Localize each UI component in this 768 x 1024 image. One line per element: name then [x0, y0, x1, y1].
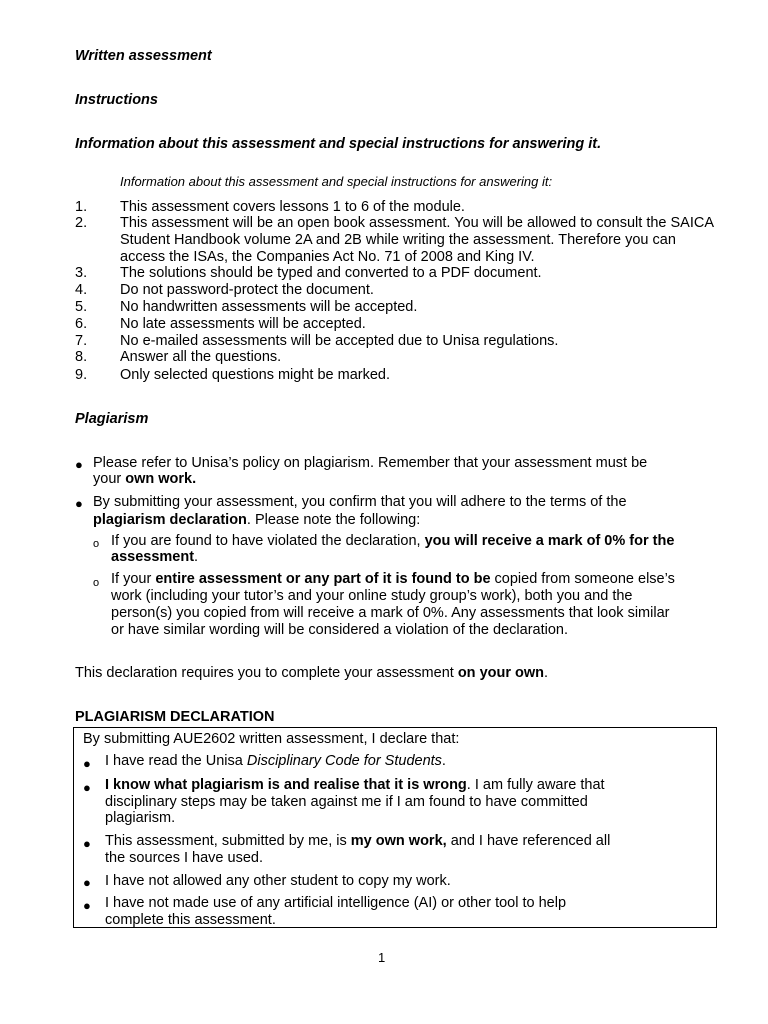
sub-bullet-text: or have similar wording will be considered a violation of the declaration.	[111, 622, 568, 638]
page-number: 1	[378, 950, 386, 965]
instruction-text: No e-mailed assessments will be accepted due to Unisa regulations.	[120, 333, 559, 349]
bullet-dot: ●	[83, 875, 91, 890]
declaration-item: This assessment, submitted by me, is my own work, and I have referenced all	[105, 833, 611, 849]
declaration-requirement: This declaration requires you to complete your assessment on your own.	[75, 665, 549, 681]
instruction-number: 7.	[75, 333, 88, 349]
instruction-text: Only selected questions might be marked.	[120, 367, 390, 383]
bullet-text: plagiarism declaration. Please note the following:	[93, 512, 421, 528]
instruction-number: 8.	[75, 349, 88, 365]
declaration-item: the sources I have used.	[105, 850, 263, 866]
declaration-heading: PLAGIARISM DECLARATION	[75, 709, 275, 725]
declaration-item: I have not allowed any other student to copy my work.	[105, 873, 451, 889]
declaration-item: plagiarism.	[105, 810, 176, 826]
bullet-text: your own work.	[93, 471, 197, 487]
bullet-text: By submitting your assessment, you confirm that you will adhere to the terms of the	[93, 494, 627, 510]
bullet-dot: ●	[83, 836, 91, 851]
bullet-dot: ●	[75, 496, 83, 511]
instruction-text: access the ISAs, the Companies Act No. 71 of 2008 and King IV.	[120, 249, 535, 265]
bullet-dot: ●	[83, 756, 91, 771]
instructions-heading: Instructions	[75, 92, 158, 108]
instruction-text: This assessment will be an open book assessment. You will be allowed to consult the SAICA	[120, 215, 715, 231]
bullet-dot: ●	[75, 457, 83, 472]
instruction-number: 4.	[75, 282, 88, 298]
bullet-text: Please refer to Unisa’s policy on plagiarism. Remember that your assessment must be	[93, 455, 648, 471]
sub-bullet-circle: o	[93, 577, 100, 589]
instruction-number: 2.	[75, 215, 88, 231]
sub-bullet-text: assessment.	[111, 549, 199, 565]
sub-bullet-text: If your entire assessment or any part of it is found to be copied from someone else’s	[111, 571, 675, 587]
instruction-number: 6.	[75, 316, 88, 332]
info-heading: Information about this assessment and special instructions for answering it.	[75, 136, 602, 152]
instruction-number: 3.	[75, 265, 88, 281]
instruction-number: 5.	[75, 299, 88, 315]
instruction-text: No handwritten assessments will be accepted.	[120, 299, 418, 315]
plagiarism-heading: Plagiarism	[75, 411, 149, 427]
instruction-text: No late assessments will be accepted.	[120, 316, 366, 332]
declaration-item: disciplinary steps may be taken against me if I am found to have committed	[105, 794, 588, 810]
instruction-text: The solutions should be typed and converted to a PDF document.	[120, 265, 542, 281]
instruction-text: This assessment covers lessons 1 to 6 of the module.	[120, 199, 465, 215]
instruction-text: Student Handbook volume 2A and 2B while writing the assessment. Therefore you can	[120, 232, 676, 248]
declaration-item: I have read the Unisa Disciplinary Code for Students.	[105, 753, 446, 769]
instruction-number: 1.	[75, 199, 88, 215]
sub-bullet-circle: o	[93, 538, 100, 550]
declaration-intro: By submitting AUE2602 written assessment, I declare that:	[83, 731, 460, 747]
bullet-dot: ●	[83, 780, 91, 795]
declaration-item: complete this assessment.	[105, 912, 276, 928]
info-subheading: Information about this assessment and special instructions for answering it:	[120, 174, 553, 189]
declaration-item: I know what plagiarism is and realise that it is wrong. I am fully aware that	[105, 777, 605, 793]
declaration-item: I have not made use of any artificial intelligence (AI) or other tool to help	[105, 895, 567, 911]
bullet-dot: ●	[83, 898, 91, 913]
written-assessment-heading: Written assessment	[75, 48, 212, 64]
sub-bullet-text: If you are found to have violated the declaration, you will receive a mark of 0% for the	[111, 533, 675, 549]
instruction-text: Do not password-protect the document.	[120, 282, 374, 298]
instruction-number: 9.	[75, 367, 88, 383]
instruction-text: Answer all the questions.	[120, 349, 282, 365]
sub-bullet-text: person(s) you copied from will receive a mark of 0%. Any assessments that look similar	[111, 605, 670, 621]
sub-bullet-text: work (including your tutor’s and your online study group’s work), both you and the	[111, 588, 633, 604]
